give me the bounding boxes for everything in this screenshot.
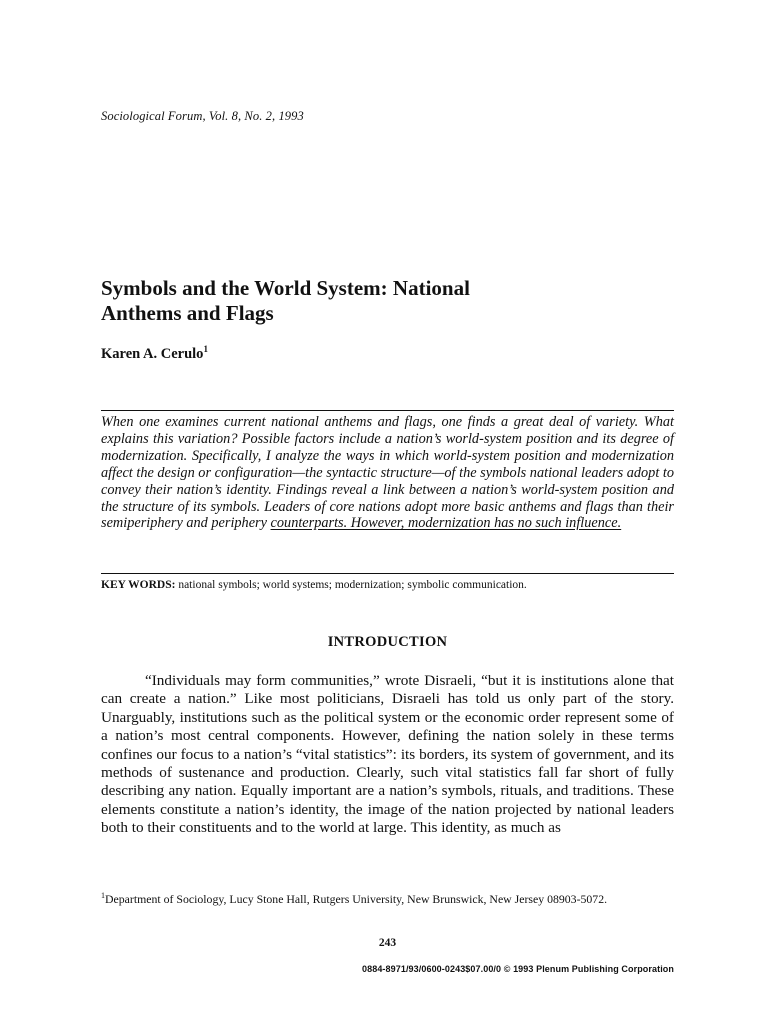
article-title-line-2: Anthems and Flags — [101, 301, 274, 325]
journal-citation: Sociological Forum, Vol. 8, No. 2, 1993 — [101, 109, 304, 123]
keywords-list: national symbols; world systems; modernization; symbolic communication. — [178, 579, 527, 591]
author-footnote-mark: 1 — [203, 344, 208, 355]
article-title-line-1: Symbols and the World System: National — [101, 276, 470, 300]
introduction-paragraph: “Individuals may form communities,” wrote Disraeli, “but it is institutions alone that can create a nation.” Like most politicians, Disraeli has told us only part of the story. Unarguably, institutions such as the political system or the economic order represent some of a nation’s most central components. However, defining the nation solely in these terms confines our focus to a nation’s “vital statistics”: its borders, its system of government, and its methods of sustenance and production. Clearly, such vital statistics fall far short of fully describing any nation. Equally important are a nation’s symbols, rituals, and traditions. These elements constitute a nation’s identity, the image of the nation projected by national leaders both to their constituents and to the world at large. This identity, as much as — [101, 672, 674, 837]
abstract-text-underlined: counterparts. However, modernization has no such influence. — [270, 515, 622, 532]
abstract-top-rule — [101, 410, 674, 411]
keywords-line — [101, 578, 674, 593]
abstract — [101, 414, 674, 532]
page-number: 243 — [378, 937, 397, 949]
author-name: Karen A. Cerulo — [101, 346, 204, 362]
footnote-mark: 1 — [101, 891, 105, 901]
footnote-text: Department of Sociology, Lucy Stone Hall, Rutgers University, New Brunswick, New Jersey 08903-5072. — [105, 892, 608, 906]
author-byline — [101, 346, 208, 363]
abstract-bottom-rule — [101, 573, 674, 574]
section-heading-introduction: INTRODUCTION — [327, 634, 448, 650]
article-title — [101, 276, 470, 326]
abstract-text: When one examines current national anthems and flags, one finds a great deal of variety. What explains this variation? Possible factors include a nation’s world-system position and its degree of modernization. Specifically, I analyze the ways in which world-system position and modernization affect the design or configuration—the syntactic structure—of the symbols national leaders adopt to convey their nation’s identity. Findings reveal a link between a nation’s world-system position and the structure of its symbols. Leaders of core nations adopt more basic anthems and flags than their semiperiphery and periphery — [101, 414, 674, 532]
copyright-line: 0884-8971/93/0600-0243$07.00/0 © 1993 Plenum Publishing Corporation — [362, 964, 674, 974]
keywords-label: KEY WORDS: — [101, 579, 176, 591]
footnote — [101, 892, 674, 907]
